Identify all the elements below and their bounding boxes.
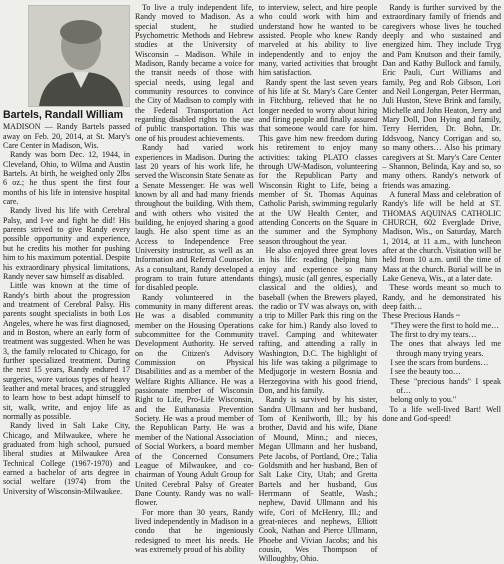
poem-line: "They were the first to hold me… [390, 320, 500, 330]
poem-title: These Precious Hands ~ [382, 311, 461, 321]
poem-line: The first to dry my tears… [390, 330, 477, 340]
paragraph: Randy had varied work experiences in Madison. During the last 20 years of his work life, he served the Wisconsin State Senate as a Senate Messenger. He was well known by all and had many friends throughout the building. With them, and with others who visited the building, he enjoyed sharing a good laugh. He also spent time as an Access to Independence Free University instructor, as well as an Information and Referral Counselor. As a consultant, Randy developed a program to train future attendants for disabled people. [135, 143, 254, 293]
column-3 [258, 3, 378, 564]
column-4 [382, 3, 501, 508]
portrait-silhouette-icon [29, 6, 129, 106]
paragraph: to interview, select, and hire people who could work with him and understand how he wanted to be assisted. People who knew Randy marveled at his ability to live independently and to enjoy the many, varied activities that brought him satisfaction. [258, 3, 378, 78]
paragraph: Randy is further survived by the extraordinary family of friends and caregivers whose lives he touched deeply and who sustained and energized him. They include Tryg and Pam Knutson and their family, Dan and Kathy Bullock and family, Eric Pauli, Curt Williams and family, Peg and Rob Gibson, Lori and Neil Longergan, Peter Herrman, Juli Huston, Steve Brink and family, Michelle and John Heaton, Jerry and Mary Doll, Don Hying and family, Terry Herriden, Dr. Bohn, Dr. Iddsvoog, Nancy Corrigan and so, so many others… Also his primary caregivers at St. Mary's Care Center – Shannon, Belinda, Kay and so, so many others. Randy's network of friends was amazing. [382, 3, 502, 190]
closing-line: To a life well-lived Bart! Well done and God-speed! [382, 404, 502, 424]
obituary-columns [3, 3, 502, 564]
paragraph: To live a truly independent life, Randy moved to Madison. As a special student, he studied Psychometric Methods and Hebrew studies at the University of Wisconsin – Madison. While in Madison, Randy became a voice for the transit needs of those with special needs, using legal and community resources to convince the City of Madison to comply with the Federal Transportation Act regarding disabled rights to the use of public transportation. This was one of his proudest achievements. [135, 3, 254, 143]
paragraph: Randy lived in Salt Lake City, Chicago, and Milwaukee, where he graduated from high school, pursued liberal studies at Milwaukee Area Technical College (1967-1970) and earned a bachelor of arts degree in social welfare (1974) from the University of Wisconsin-Milwaukee. [3, 421, 130, 496]
poem-line: belong only to you." [390, 395, 457, 405]
paragraph: Randy was born Dec. 12, 1944, in Cleveland, Ohio, to Wilma and Austin Bartels. At birth, he weighed only 2lbs 6 oz.; he thus spent the first four months of his life in intensive hospital care. [3, 150, 130, 207]
paragraph: Little was known at the time of Randy's birth about the progression and treatment of Cerebral Palsy. His parents sought specialists in both Los Angeles, where he was first diagnosed, and in Boston, where an early form of treatment was suggested. When he was 3, the family relocated to Chicago, for further specialized treatment. During the next 15 years, Randy endured 17 surgeries, wore various types of heavy leather and metal braces, and struggled to learn how to best adapt himself to sit, walk, write, and enjoy life as normally as possible. [3, 281, 130, 421]
portrait-photo [28, 5, 130, 107]
column-2 [135, 3, 254, 554]
paragraph: He also enjoyed three great loves in his life: reading (helping him enjoy and experience so many things), music (all genres, especially classical and the oldies), and baseball (when the Brewers played, the radio or TV was always on, with a trip to Miller Park this ring on the cake for him.) Randy also loved to travel. Camping and whitewater rafting, and attending a rally in Washington, D.C. The highlight of his life was taking a pilgrimage to Medjugorje in western Bosnia and Herzegovina with his good friend, Don, and his family. [258, 245, 378, 396]
poem [382, 321, 501, 405]
obituary-name: Bartels, Randall William [3, 109, 124, 121]
poem-line: I see the beauty too… [390, 367, 461, 377]
poem-line: The ones that always led me through many trying years. [390, 339, 502, 358]
paragraph: Randy spent the last seven years of his life at St. Mary's Care Center in Fitchburg, relieved that he no longer needed to worry about hiring and firing people and finally assured that someone would care for him. This gave him new freedom during his retirement to enjoy many activities: taking PLATO classes through UW-Madison, volunteering for the Republican Party and Wisconsin Right to Life, being a member of St. Thomas Aquinas Catholic Parish, swimming regularly at the UW Health Center, and attending Concerts on the Square in the summer and the Symphony season throughout the year. [258, 77, 378, 246]
paragraph: A funeral Mass and celebration of Randy's life will be held at ST. THOMAS AQUINAS CATHOLIC CHURCH, 602 Everglade Drive, Madison, Wis., on Saturday, March 1, 2014, at 11 a.m., with luncheon after at the church. Visitation will be held from 10 a.m. until the time of Mass at the church. Burial will be in Lake Geneva, Wis., at a later date. [382, 189, 502, 283]
paragraph: For more than 30 years, Randy lived independently in Madison in a condo that he ingeniously redesigned to meet his needs. He was extremely proud of his ability [135, 507, 254, 554]
paragraph: Randy lived his life with Cerebral Palsy, and I-ve and fight he did! His parents strived to give Randy every possible opportunity and experience, but he credits his mother for pushing him to his maximum potential. Despite his extraordinary physical limitations, Randy never saw himself as disabled. [3, 206, 130, 281]
poem-line: These "precious hands" I speak of… [390, 376, 502, 396]
paragraph: These words meant so much to Randy, and he demonstrated his deep faith… [382, 283, 502, 311]
paragraph: Randy volunteered in the community in many different areas. He was a disabled community member on the Housing Operations subcommittee for the Community Development Authority. He served on the Citizen's Advisory Commission on Physical Disabilities and as a member of the Welfare Rights Alliance. He was a passionate member of Wisconsin Right to Life, Pro-Life Wisconsin, and the Euthanasia Prevention Society. He was a proud member of the Republican Party. He was a member of the National Association of Social Workers, a board member of the Concerned Consumers League of Milwaukee, and co-chairman of Young Adult Group for United Cerebral Palsy of Greater Dane County. Randy was no wall-flower. [135, 292, 254, 508]
paragraph: MADISON — Randy Bartels passed away on Feb. 20, 2014, at St. Mary's Care Center in Madison, Wis. [3, 122, 130, 151]
paragraph: Randy is survived by his sister, Sandra Ullmann and her husband, Tom of Kenilworth, Ill.; by his brother, David and his wife, Diane of Mound, Minn.; and nieces, Megan Ullmann and her husband, Pete Jacobs, of Portland, Ore.; Talia Goldsmith and her husband, Ben of Salt Lake City, Utah; and Gretta Bartels and her husband, Gus Herrmann of Seattle, Wash.; nephew, David Ullmann and his wife, Cori of McHenry, Ill.; and great-nieces and nephews, Elliott Cook, Nathan and Pierce Ullmann, Phoebe and Vivian Jacobs; and his cousin, Wes Thompson of Willoughby, Ohio. [258, 395, 378, 564]
column-1 [3, 3, 130, 508]
poem-line: I see the scars from burdens… [390, 358, 489, 368]
